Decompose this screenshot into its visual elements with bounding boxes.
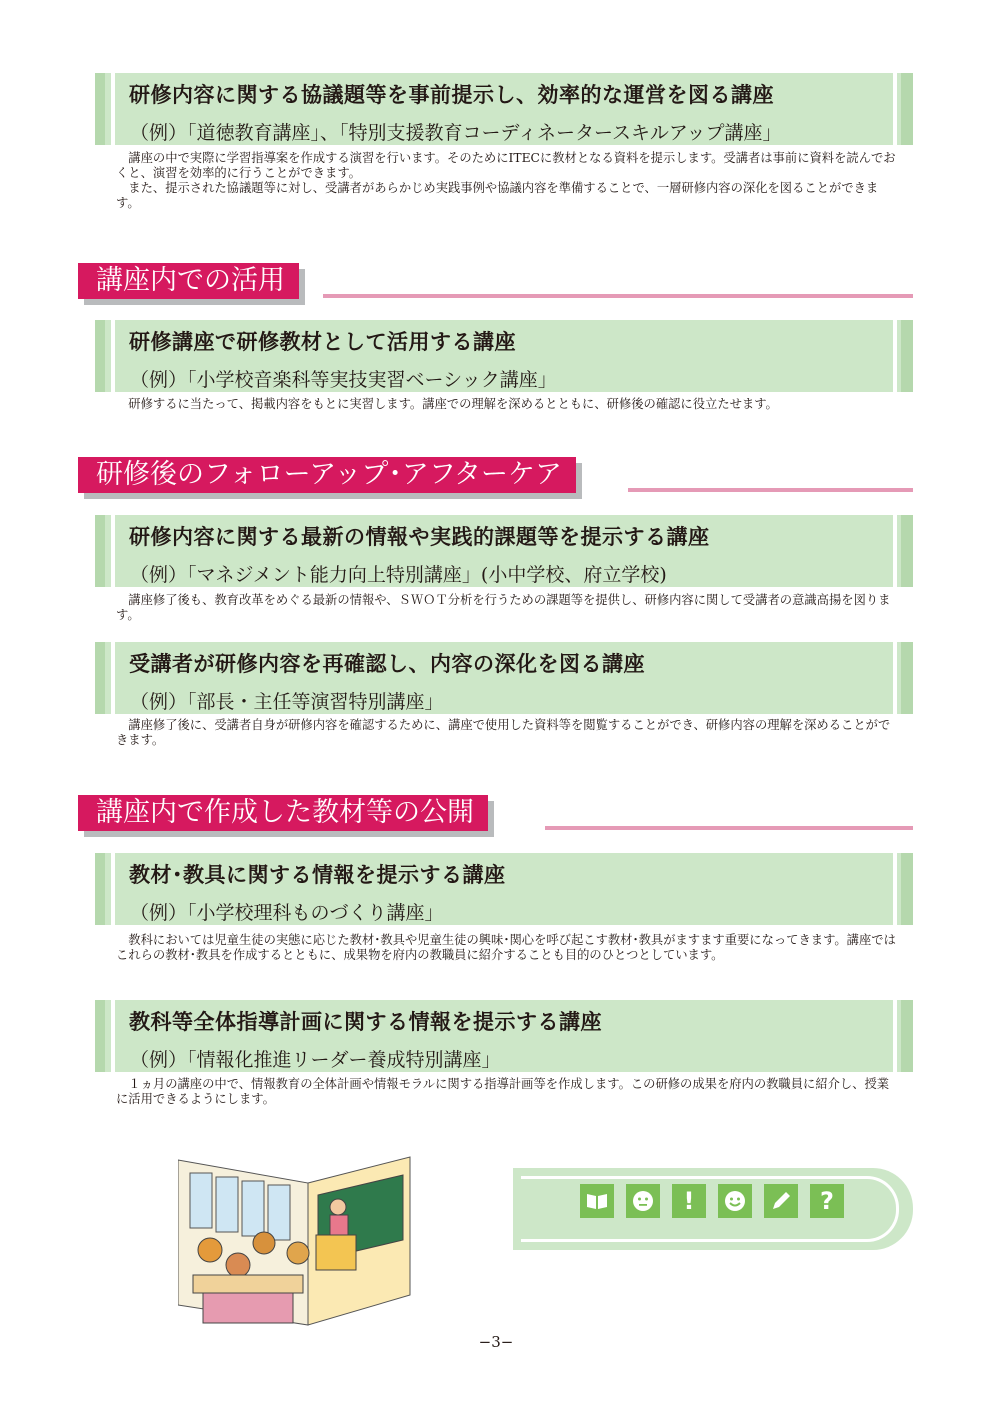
book-icon bbox=[580, 1184, 614, 1218]
page-number: −3− bbox=[478, 1333, 514, 1351]
exclamation-icon: ! bbox=[672, 1184, 706, 1218]
course-title: 研修内容に関する最新の情報や実践的課題等を提示する講座 bbox=[129, 525, 710, 549]
course-title: 研修内容に関する協議題等を事前提示し、効率的な運営を図る講座 bbox=[129, 83, 774, 107]
course-example: （例）「部長・主任等演習特別講座」 bbox=[130, 691, 444, 713]
course-description: 講座修了後も、教育改革をめぐる最新の情報や、ＳＷＯＴ分析を行うための課題等を提供し、研修内容に関して受講者の意識高揚を図ります。 bbox=[116, 593, 891, 622]
section-heading: 講座内での活用 bbox=[78, 263, 913, 309]
course-description: １ヵ月の講座の中で、情報教育の全体計画や情報モラルに関する指導計画等を作成します。この研修の成果を府内の教職員に紹介し、授業に活用できるようにします。 bbox=[116, 1077, 890, 1106]
course-title: 教科等全体指導計画に関する情報を提示する講座 bbox=[129, 1010, 602, 1034]
question-icon: ? bbox=[810, 1184, 844, 1218]
course-example: （例）「道徳教育講座」、「特別支援教育コーディネータースキルアップ講座」 bbox=[130, 122, 782, 144]
classroom-illustration bbox=[178, 1155, 418, 1345]
course-description: 研修するに当たって、掲載内容をもとに実習します。講座での理解を深めるとともに、研修後の確認に役立たせます。 bbox=[128, 397, 778, 411]
icon-row bbox=[580, 1184, 844, 1218]
neutral-face-icon bbox=[626, 1184, 660, 1218]
course-description: 教科においては児童生徒の実態に応じた教材･教具や児童生徒の興味･関心を呼び起こす教材･教具がますます重要になってきます。講座ではこれらの教材･教具を作成するとともに、成果物を府内の教職員に紹介することも目的のひとつとしています。 bbox=[116, 933, 896, 962]
section-heading: 講座内で作成した教材等の公開 bbox=[78, 795, 913, 841]
course-title: 教材･教具に関する情報を提示する講座 bbox=[129, 863, 506, 887]
course-description: 講座修了後に、受講者自身が研修内容を確認するために、講座で使用した資料等を閲覧することができ、研修内容の理解を深めることができます。 bbox=[116, 718, 891, 747]
section-heading: 研修後のフォローアップ･アフターケア bbox=[78, 457, 913, 503]
course-title: 受講者が研修内容を再確認し、内容の深化を図る講座 bbox=[129, 652, 645, 676]
course-example: （例）「小学校理科ものづくり講座」 bbox=[130, 902, 444, 924]
smile-face-icon bbox=[718, 1184, 752, 1218]
course-description: 講座の中で実際に学習指導案を作成する演習を行います。そのためにITECに教材となる資料を提示します。受講者は事前に資料を読んでおくと、演習を効率的に行うことができます。 また、提示された協議題等に対し、受講者があらかじめ実践事例や協議内容を準備することで、一層研修内容の深化を図ることができます。 bbox=[116, 151, 896, 210]
course-title: 研修講座で研修教材として活用する講座 bbox=[129, 330, 516, 354]
course-example: （例）「情報化推進リーダー養成特別講座」 bbox=[130, 1049, 501, 1071]
course-example: （例）「小学校音楽科等実技実習ベーシック講座」 bbox=[130, 369, 557, 391]
course-example: （例）「マネジメント能力向上特別講座」(小中学校、府立学校) bbox=[130, 564, 667, 586]
pencil-icon bbox=[764, 1184, 798, 1218]
